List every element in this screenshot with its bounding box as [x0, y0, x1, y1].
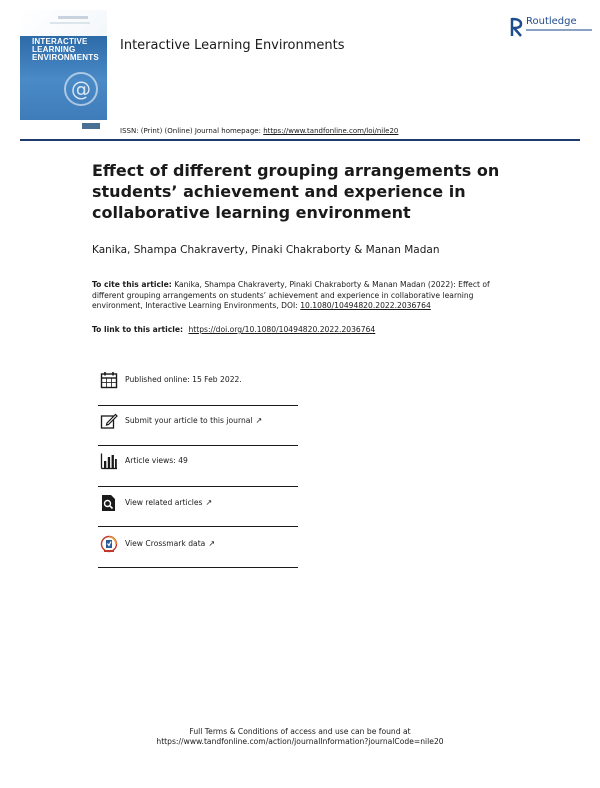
publisher-tagline-bar — [526, 29, 592, 31]
article-title: Effect of different grouping arrangements on students’ achievement and experience in collaborative learning environment — [92, 161, 500, 222]
issn-line — [120, 127, 398, 135]
info-separator — [98, 526, 298, 527]
external-link-icon: ↗ — [255, 416, 263, 425]
article-link-line — [92, 325, 375, 334]
article-views-item — [98, 450, 298, 474]
document-search-icon — [100, 494, 118, 512]
cover-title-text: INTERACTIVE LEARNING ENVIRONMENTS — [32, 37, 99, 62]
info-separator — [98, 486, 298, 487]
footer-terms-text: Full Terms & Conditions of access and use can be found at — [189, 727, 411, 736]
terms-footer — [0, 727, 600, 747]
publisher-name: Routledge — [526, 16, 577, 27]
issn-label: ISSN: (Print) (Online) Journal homepage: — [120, 127, 261, 135]
header-divider — [20, 139, 580, 141]
at-sign-icon: @ — [64, 72, 98, 106]
citation-label: To cite this article: — [92, 280, 172, 289]
info-separator — [98, 405, 298, 406]
article-doi-link[interactable]: https://doi.org/10.1080/10494820.2022.2036764 — [188, 325, 376, 334]
bar-chart-icon — [100, 452, 118, 470]
citation-text: Kanika, Shampa Chakraverty, Pinaki Chakraborty & Manan Madan (2022): Effect of different grouping arrangements on students’ achievement and experience in collaborative learning environment, Interactive Learning Environments, DOI: — [92, 280, 490, 310]
cover-footer — [20, 120, 107, 134]
article-views-label: Article views: 49 — [125, 456, 188, 465]
citation-block — [92, 280, 522, 312]
routledge-r-icon — [510, 16, 524, 38]
edit-icon — [100, 412, 118, 430]
citation-doi-link[interactable]: 10.1080/10494820.2022.2036764 — [300, 301, 431, 310]
journal-cover-image — [20, 10, 107, 134]
external-link-icon: ↗ — [208, 539, 216, 548]
related-articles-item[interactable] — [98, 492, 298, 516]
submit-article-item[interactable] — [98, 410, 298, 434]
link-label: To link to this article: — [92, 325, 184, 334]
calendar-icon — [100, 371, 118, 389]
footer-terms-link[interactable]: https://www.tandfonline.com/action/journalInformation?journalCode=nile20 — [156, 737, 444, 746]
journal-homepage-link[interactable]: https://www.tandfonline.com/loi/nile20 — [263, 127, 399, 135]
crossmark-item[interactable] — [98, 533, 298, 557]
info-separator — [98, 567, 298, 568]
published-online-label: Published online: 15 Feb 2022. — [125, 375, 242, 384]
crossmark-icon — [100, 535, 118, 553]
journal-name: Interactive Learning Environments — [120, 38, 345, 53]
submit-article-label: Submit your article to this journal ↗ — [125, 416, 263, 425]
published-online-item — [98, 369, 298, 393]
external-link-icon: ↗ — [205, 498, 213, 507]
article-authors: Kanika, Shampa Chakraverty, Pinaki Chakraborty & Manan Madan — [92, 244, 440, 256]
related-articles-label: View related articles ↗ — [125, 498, 213, 507]
crossmark-label: View Crossmark data ↗ — [125, 539, 216, 548]
publisher-mini-logo — [82, 123, 100, 129]
publisher-logo — [510, 16, 590, 40]
info-separator — [98, 445, 298, 446]
